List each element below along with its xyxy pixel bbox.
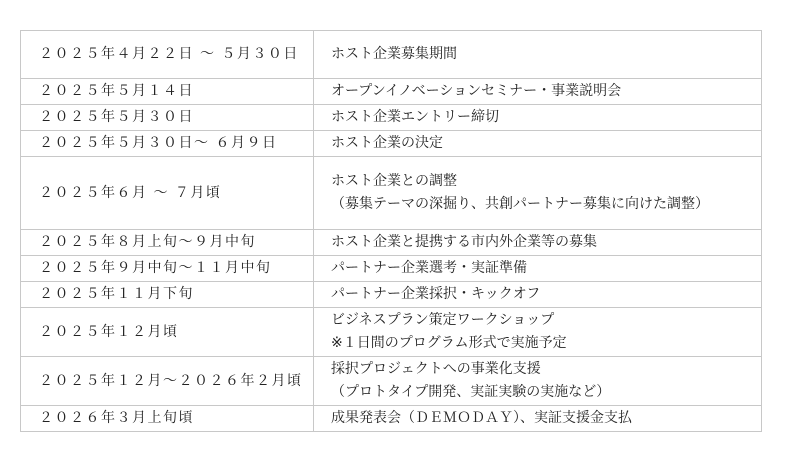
- date-cell: ２０２５年９月中旬～１１月中旬: [21, 256, 314, 282]
- table-row: [21, 230, 762, 256]
- table-row: [21, 79, 762, 105]
- table-row: [21, 282, 762, 308]
- event-line: ホスト企業と提携する市内外企業等の募集: [331, 234, 597, 250]
- event-cell: [314, 131, 762, 157]
- event-line: ※１日間のプログラム形式で実施予定: [331, 335, 567, 351]
- date-cell: ２０２５年５月３０日～ ６月９日: [21, 131, 314, 157]
- event-cell: [314, 357, 762, 406]
- table-row: [21, 406, 762, 432]
- date-cell: ２０２５年６月 ～ ７月頃: [21, 157, 314, 230]
- schedule-table: [20, 30, 762, 432]
- event-line: パートナー企業採択・キックオフ: [331, 286, 541, 302]
- table-row: [21, 157, 762, 230]
- event-line: ホスト企業募集期間: [331, 46, 457, 62]
- table-row: [21, 357, 762, 406]
- event-line: パートナー企業選考・実証準備: [331, 260, 527, 276]
- table-row: [21, 105, 762, 131]
- event-line: ホスト企業との調整: [331, 173, 457, 189]
- table-row: [21, 256, 762, 282]
- event-line: オープンイノベーションセミナー・事業説明会: [331, 83, 622, 99]
- event-cell: [314, 230, 762, 256]
- table-row: [21, 131, 762, 157]
- event-line: 成果発表会（ＤＥＭＯＤＡＹ）、実証支援金支払: [331, 410, 632, 426]
- event-line: 採択プロジェクトへの事業化支援: [331, 361, 541, 377]
- event-cell: [314, 282, 762, 308]
- date-cell: ２０２５年４月２２日 ～ ５月３０日: [21, 31, 314, 79]
- event-cell: [314, 79, 762, 105]
- date-cell: ２０２５年５月３０日: [21, 105, 314, 131]
- event-cell: [314, 308, 762, 357]
- event-line: （プロトタイプ開発、実証実験の実施など）: [331, 384, 611, 400]
- date-cell: ２０２５年１２月～２０２６年２月頃: [21, 357, 314, 406]
- event-cell: [314, 256, 762, 282]
- event-cell: [314, 31, 762, 79]
- event-line: ビジネスプラン策定ワークショップ: [331, 312, 555, 328]
- date-cell: ２０２５年１２月頃: [21, 308, 314, 357]
- event-line: ホスト企業エントリー締切: [331, 109, 499, 125]
- event-cell: [314, 105, 762, 131]
- event-cell: [314, 406, 762, 432]
- table-row: [21, 308, 762, 357]
- date-cell: ２０２６年３月上旬頃: [21, 406, 314, 432]
- event-cell: [314, 157, 762, 230]
- event-line: ホスト企業の決定: [331, 135, 443, 151]
- event-line: （募集テーマの深掘り、共創パートナー募集に向けた調整）: [331, 196, 709, 212]
- table-row: [21, 31, 762, 79]
- date-cell: ２０２５年１１月下旬: [21, 282, 314, 308]
- date-cell: ２０２５年５月１４日: [21, 79, 314, 105]
- date-cell: ２０２５年８月上旬～９月中旬: [21, 230, 314, 256]
